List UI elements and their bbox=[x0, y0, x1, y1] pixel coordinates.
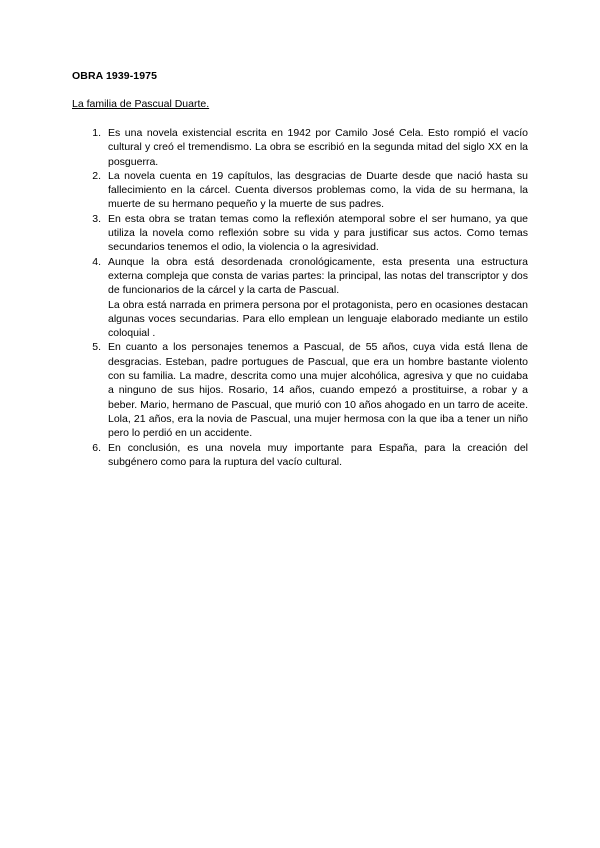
list-item-text: En conclusión, es una novela muy importante para España, para la creación del subgénero como para la ruptura del vacío cultural. bbox=[108, 441, 528, 468]
numbered-list bbox=[72, 126, 528, 469]
list-item-text: La novela cuenta en 19 capítulos, las desgracias de Duarte desde que nació hasta su fallecimiento en la cárcel. Cuenta diversos problemas como, la vida de su hermana, la muerte de su hermano pequeño y la muerte de sus padres. bbox=[108, 169, 528, 211]
list-item-number: 6. bbox=[92, 441, 101, 454]
list-item bbox=[72, 126, 528, 169]
list-item-text: Aunque la obra está desordenada cronológicamente, esta presenta una estructura externa compleja que consta de varias partes: la principal, las notas del transcriptor y dos de funcionarios de la cárcel y la carta de Pascual. bbox=[108, 255, 528, 297]
list-item-number: 5. bbox=[92, 341, 101, 354]
list-item bbox=[72, 255, 528, 341]
document-title: OBRA 1939-1975 bbox=[72, 70, 158, 82]
document-subtitle: La familia de Pascual Duarte. bbox=[72, 98, 210, 110]
list-item-text: La obra está narrada en primera persona por el protagonista, pero en ocasiones destacan algunas voces secundarias. Para ello emplean un lenguaje elaborado mediante un estilo coloquial . bbox=[108, 298, 528, 340]
list-item bbox=[72, 212, 528, 255]
list-item-text: En esta obra se tratan temas como la reflexión atemporal sobre el ser humano, ya que utiliza la novela como reflexión sobre su vida y para justificar sus actos. Como temas secundarios tenemos el odio, la violencia o la agresividad. bbox=[108, 212, 528, 254]
list-item bbox=[72, 340, 528, 440]
list-item bbox=[72, 441, 528, 470]
list-item-number: 2. bbox=[92, 169, 101, 182]
list-item-number: 4. bbox=[92, 255, 101, 268]
list-item-number: 3. bbox=[92, 212, 101, 225]
list-item-text: Es una novela existencial escrita en 1942 por Camilo José Cela. Esto rompió el vacío cultural y creó el tremendismo. La obra se escribió en la segunda mitad del siglo XX en la posguerra. bbox=[108, 127, 528, 168]
list-item-text: En cuanto a los personajes tenemos a Pascual, de 55 años, cuya vida está llena de desgracias. Esteban, padre portugues de Pascual, que era un hombre bastante violento con su familia. La madre, descrita como una mujer alcohólica, agresiva y que no cuidaba a ninguno de sus hijos. Rosario, 14 años, cuando empezó a prostituirse, a robar y a beber. Mario, hermano de Pascual, que murió con 10 años ahogado en un tarro de aceite. Lola, 21 años, era la novia de Pascual, una mujer hermosa con la que iba a tener un niño pero lo perdió en un accidente. bbox=[108, 341, 528, 440]
list-item bbox=[72, 169, 528, 212]
list-item-number: 1. bbox=[92, 127, 101, 139]
